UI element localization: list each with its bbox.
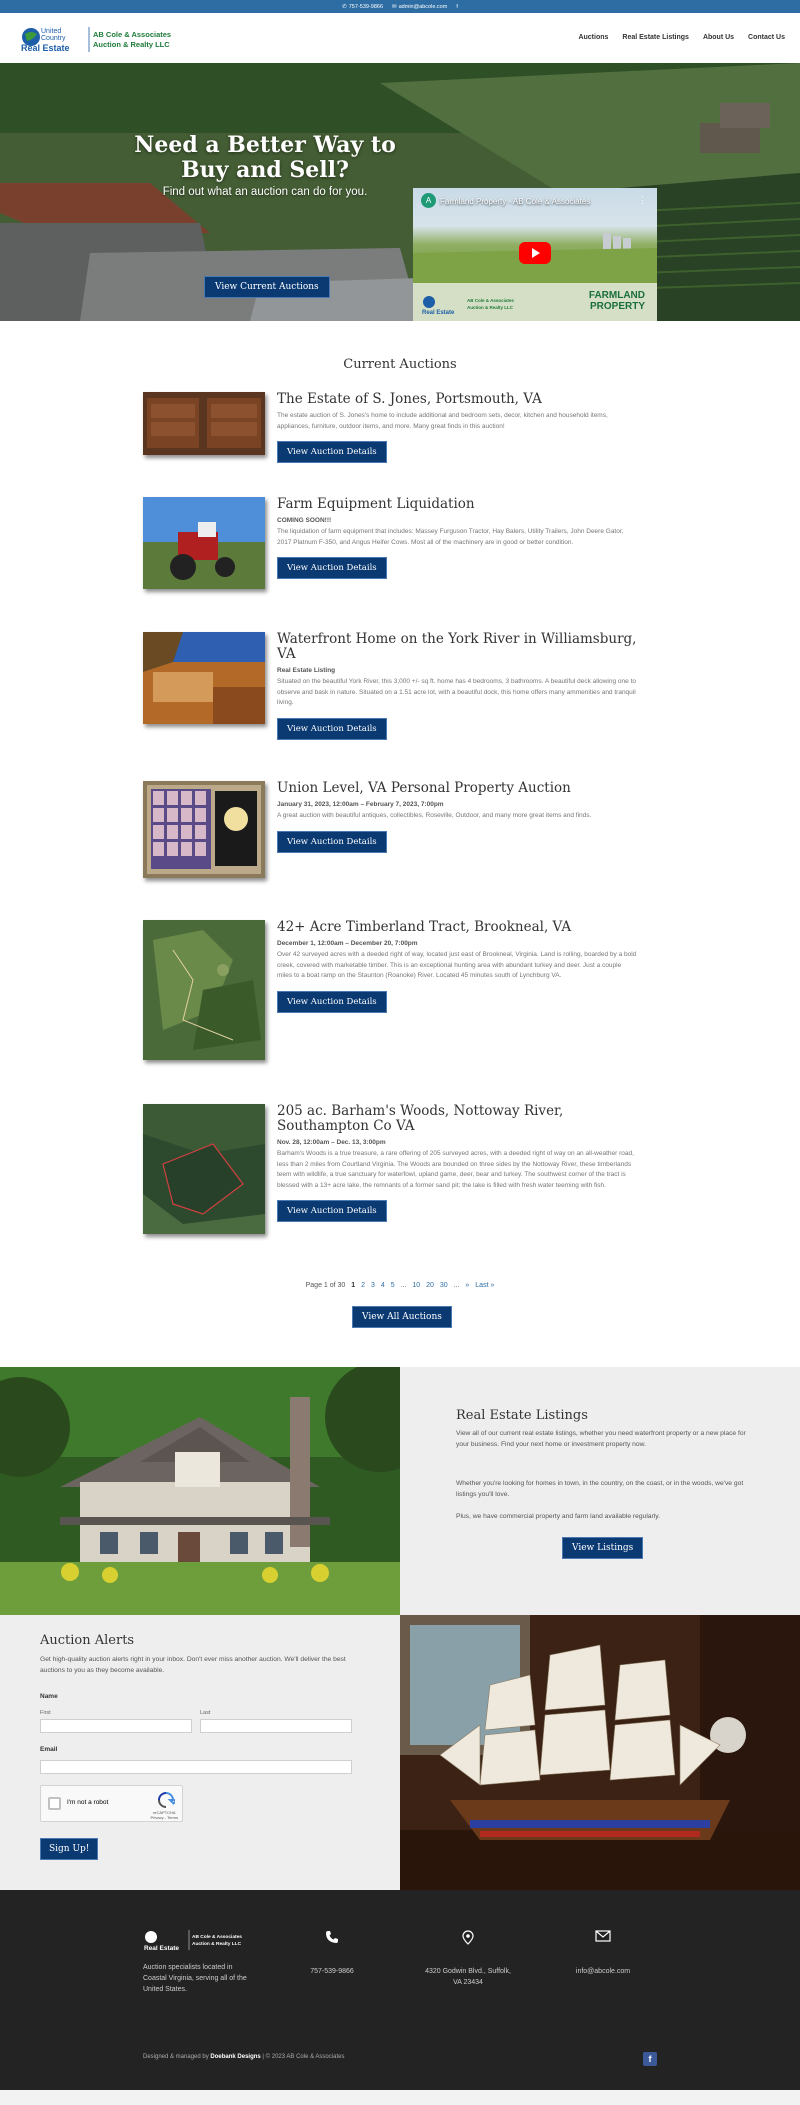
- auction-title[interactable]: The Estate of S. Jones, Portsmouth, VA: [277, 391, 542, 407]
- footer-credits: [143, 2054, 344, 2060]
- footer-address-line1: 4320 Godwin Blvd., Suffolk,: [425, 1968, 511, 1975]
- video-logo-company2: Auction & Realty LLC: [467, 305, 514, 310]
- real-estate-paragraph: Whether you're looking for homes in town, in the country, on the coast, or in the woods, we've got listings you'll love.: [456, 1480, 744, 1498]
- house-image: [0, 1367, 400, 1615]
- name-label: Name: [40, 1693, 58, 1700]
- footer-phone-text[interactable]: 757-539-9866: [310, 1968, 354, 1975]
- recaptcha-brand-text: reCAPTCHA: [152, 1810, 176, 1815]
- pagination-next[interactable]: »: [465, 1282, 470, 1289]
- recaptcha-links[interactable]: Privacy - Terms: [150, 1815, 178, 1820]
- view-all-auctions-button[interactable]: View All Auctions: [352, 1306, 452, 1328]
- play-icon[interactable]: [519, 242, 551, 264]
- recaptcha-brand: [151, 1810, 178, 1820]
- footer-about: Auction specialists located in Coastal Virginia, serving all of the United States.: [143, 1964, 247, 1993]
- channel-avatar: A: [421, 193, 436, 208]
- site-header: [0, 13, 800, 63]
- auction-description: The liquidation of farm equipment that includes: Massey Furguson Tractor, Hay Balers, Utility Trailers, John Deere Gator, 2017 Platnum F-350, and Angus Heifer Cows. Most all of the machinery are in good or better condition.: [277, 528, 624, 546]
- pagination-last[interactable]: Last »: [475, 1282, 495, 1289]
- recaptcha-label: I'm not a robot: [67, 1799, 109, 1806]
- sign-up-button[interactable]: Sign Up!: [40, 1838, 98, 1860]
- pagination-page[interactable]: 20: [426, 1282, 434, 1289]
- video-menu-icon[interactable]: ⋮: [638, 195, 647, 205]
- recaptcha-widget: [40, 1785, 183, 1822]
- phone-icon: ✆: [342, 3, 347, 10]
- auction-thumbnail[interactable]: [143, 497, 265, 589]
- facebook-icon[interactable]: f: [456, 3, 458, 10]
- phone-link[interactable]: [342, 4, 383, 10]
- auction-subtitle: Real Estate Listing: [277, 667, 336, 674]
- footer-logo-company2: Auction & Realty LLC: [192, 1942, 242, 1947]
- view-auction-details-button[interactable]: View Auction Details: [277, 557, 387, 579]
- footer-email-text[interactable]: info@abcole.com: [575, 1968, 631, 1975]
- view-auction-details-button[interactable]: View Auction Details: [277, 831, 387, 853]
- pagination-ellipsis: ...: [400, 1282, 407, 1289]
- real-estate-title: Real Estate Listings: [456, 1408, 588, 1423]
- auction-title[interactable]: Farm Equipment Liquidation: [277, 496, 475, 512]
- footer-address-line2: VA 23434: [453, 1979, 483, 1986]
- logo-line2: Country: [41, 35, 66, 42]
- ship-model-image: [400, 1615, 800, 1890]
- auction-item: [143, 497, 633, 607]
- auction-subtitle: COMING SOON!!!: [277, 517, 332, 524]
- credit-prefix: Designed & managed by: [143, 2054, 209, 2060]
- logo-company2: Auction & Realty LLC: [93, 40, 170, 49]
- auction-alerts-title: Auction Alerts: [40, 1633, 135, 1648]
- auction-alerts-form: [0, 1615, 400, 1890]
- pagination-page[interactable]: 5: [390, 1282, 395, 1289]
- view-listings-button[interactable]: View Listings: [562, 1537, 643, 1559]
- nav-item-auctions[interactable]: Auctions: [578, 34, 609, 41]
- last-name-label: Last: [200, 1710, 211, 1716]
- site-logo[interactable]: [19, 24, 184, 54]
- email-icon: ✉: [392, 3, 397, 10]
- page-bottom-strip: [0, 2090, 800, 2105]
- top-bar: [0, 0, 800, 13]
- credit-link[interactable]: Doebank Designs: [210, 2054, 261, 2060]
- footer-logo-company1: AB Cole & Associates: [192, 1935, 242, 1940]
- video-logo-text: Real Estate: [422, 310, 455, 316]
- auction-description: The estate auction of S. Jones's home to include additional and bedroom sets, decor, kitchen and household items, appliances, furniture, outdoor items, and more. Many great finds in this auction!: [277, 412, 608, 430]
- video-logo-company1: AB Cole & Associates: [467, 298, 514, 303]
- footer-address: [408, 1930, 528, 1988]
- location-icon: [408, 1930, 528, 1946]
- site-footer: [0, 1890, 800, 2090]
- phone-icon: [272, 1930, 392, 1946]
- auction-thumbnail[interactable]: [143, 920, 265, 1060]
- recaptcha-icon: [157, 1791, 175, 1809]
- auction-thumbnail[interactable]: [143, 1104, 265, 1234]
- pagination-page[interactable]: 10: [412, 1282, 421, 1289]
- auction-title[interactable]: Union Level, VA Personal Property Auction: [277, 780, 571, 796]
- footer-logo[interactable]: [143, 1928, 253, 1952]
- auction-thumbnail[interactable]: [143, 392, 265, 455]
- nav-item-contact[interactable]: Contact Us: [748, 34, 785, 41]
- footer-logo-text: Real Estate: [144, 1945, 180, 1952]
- footer-phone: [272, 1930, 392, 1977]
- auction-title[interactable]: 42+ Acre Timberland Tract, Brookneal, VA: [277, 919, 572, 935]
- hero-title: Need a Better Way to Buy and Sell?: [134, 132, 396, 183]
- video-title[interactable]: Farmland Property - AB Cole & Associates: [440, 197, 591, 206]
- pagination-page[interactable]: 3: [371, 1282, 375, 1289]
- logo-line1: United: [41, 28, 62, 35]
- auction-item: [143, 919, 637, 1070]
- last-name-field[interactable]: [200, 1719, 352, 1733]
- pagination-current: 1: [351, 1282, 356, 1289]
- auction-thumbnail[interactable]: [143, 632, 265, 724]
- hero-subtitle: Find out what an auction can do for you.: [162, 186, 368, 198]
- video-player[interactable]: [413, 188, 657, 321]
- current-auctions-heading: Current Auctions: [343, 357, 457, 372]
- email-text: admin@abcole.com: [398, 3, 448, 10]
- email-label: Email: [40, 1746, 58, 1753]
- main-nav: [578, 34, 785, 41]
- phone-text: 757-539-9866: [348, 3, 384, 10]
- auction-description: A great auction with beautiful antiques, collectibles, Roseville, Outdoor, and many more great items and finds.: [277, 812, 592, 819]
- auction-description: Barham's Woods is a true treasure, a rare offering of 205 surveyed acres, with a deeded right of way on an all-weather road, less than 2 miles from Courtland Virginia. The Woods are bounded on three sides by the Nottoway River, these timberlands teem with wildlife, a true sanctuary for waterfowl, upland game, deer, bear and turkey. The southwest corner of the tract is blessed with a 13+ acre lake, the remnants of a former sand pit; the lake is filled with fresh water teeming with fish.: [277, 1150, 634, 1189]
- logo-line3: Real Estate: [21, 43, 70, 53]
- view-current-auctions-button[interactable]: View Current Auctions: [204, 276, 330, 298]
- hero-section: [0, 63, 800, 321]
- view-auction-details-button[interactable]: View Auction Details: [277, 991, 387, 1013]
- auction-description: Over 42 surveyed acres with a deeded right of way, located just east of Brookneal, Virginia. Land is rolling, boarded by a bold creek, covered with marketable timber. This is an exceptional hunting area with abundant turkey and deer. Just a couple miles to a boat ramp on the Staunton (Roanoke) River. Located 45 minutes south of Lynchburg VA.: [277, 951, 637, 979]
- logo-company1: AB Cole & Associates: [93, 30, 172, 39]
- video-overlay-line1: FARMLAND: [588, 290, 645, 301]
- email-link[interactable]: [392, 4, 447, 10]
- pagination-label: Page 1 of 30: [305, 1282, 346, 1289]
- auction-item: [143, 781, 633, 881]
- nav-item-real-estate[interactable]: Real Estate Listings: [622, 34, 689, 41]
- first-name-field[interactable]: [40, 1719, 192, 1733]
- auction-item: [143, 631, 637, 752]
- pagination-page[interactable]: 4: [380, 1282, 385, 1289]
- pagination: [0, 1282, 800, 1289]
- pagination-page[interactable]: 30: [439, 1282, 448, 1289]
- view-auction-details-button[interactable]: View Auction Details: [277, 441, 387, 463]
- auction-subtitle: Nov. 28, 12:00am – Dec. 13, 3:00pm: [277, 1139, 386, 1146]
- video-overlay-line2: PROPERTY: [589, 301, 645, 312]
- video-overlay-text: [589, 290, 645, 312]
- auction-title[interactable]: 205 ac. Barham's Woods, Nottoway River, Southampton Co VA: [277, 1103, 564, 1134]
- footer-email: [543, 1930, 663, 1977]
- auction-description: Situated on the beautiful York River, this 3,000 +/- sq ft. home has 4 bedrooms, 3 bathrooms. A beautiful deck allowing one to observe and bask in nature. Situated on a 1.51 acre lot, with a beautiful dock, this home offers many ammenities and tranquil living.: [277, 678, 636, 706]
- auction-title[interactable]: Waterfront Home on the York River in Williamsburg, VA: [277, 631, 637, 662]
- real-estate-paragraph: View all of our current real estate listings, whether you need waterfront property or a new place for your business. Find your next home or investment property now.: [456, 1430, 746, 1448]
- facebook-icon[interactable]: f: [643, 2052, 657, 2066]
- auction-thumbnail[interactable]: [143, 781, 265, 878]
- video-logo: [421, 292, 531, 316]
- view-auction-details-button[interactable]: View Auction Details: [277, 1200, 387, 1222]
- nav-item-about[interactable]: About Us: [702, 34, 735, 41]
- auction-item: [143, 1104, 633, 1264]
- first-name-label: First: [40, 1710, 51, 1716]
- pagination-page[interactable]: 2: [361, 1282, 366, 1289]
- auction-subtitle: January 31, 2023, 12:00am – February 7, 2023, 7:00pm: [277, 801, 444, 808]
- envelope-icon: [543, 1930, 663, 1946]
- auction-subtitle: December 1, 12:00am – December 20, 7:00pm: [277, 940, 418, 947]
- view-auction-details-button[interactable]: View Auction Details: [277, 718, 387, 740]
- auction-item: [143, 392, 633, 482]
- auction-alerts-description: Get high-quality auction alerts right in your inbox. Don't ever miss another auction. We'll deliver the best auctions to you as they become available.: [40, 1656, 346, 1674]
- real-estate-panel: [400, 1367, 800, 1615]
- credit-suffix: | © 2023 AB Cole & Associates: [262, 2054, 345, 2060]
- pagination-ellipsis: ...: [453, 1282, 460, 1289]
- email-field[interactable]: [40, 1760, 352, 1774]
- recaptcha-checkbox[interactable]: [48, 1797, 61, 1810]
- real-estate-paragraph: Plus, we have commercial property and farm land available regularly.: [456, 1513, 660, 1520]
